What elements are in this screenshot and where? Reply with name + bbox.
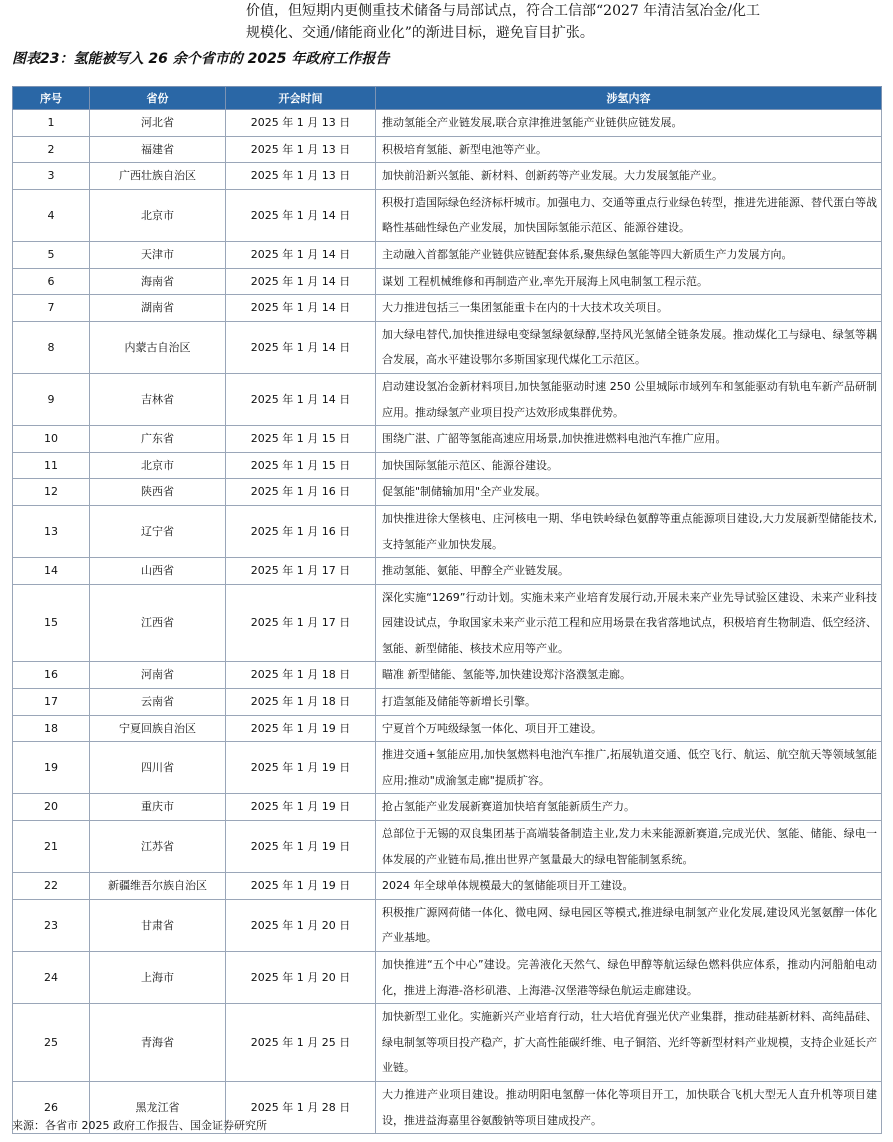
cell-no: 11 [13,452,90,479]
cell-province: 上海市 [90,952,226,1004]
table-row [13,426,882,453]
cell-province: 北京市 [90,189,226,241]
cell-content: 瞄准 新型储能、氢能等,加快建设郑汴洛濮氢走廊。 [376,662,882,689]
table-row [13,321,882,373]
cell-date: 2025 年 1 月 18 日 [226,689,376,716]
table-row [13,110,882,137]
cell-content: 加快前沿新兴氢能、新材料、创新药等产业发展。大力发展氢能产业。 [376,163,882,190]
cell-content: 抢占氢能产业发展新赛道加快培育氢能新质生产力。 [376,794,882,821]
cell-date: 2025 年 1 月 16 日 [226,479,376,506]
cell-no: 5 [13,241,90,268]
cell-date: 2025 年 1 月 28 日 [226,1081,376,1133]
cell-province: 黑龙江省 [90,1081,226,1133]
table-row [13,742,882,794]
table-row [13,952,882,1004]
cell-content: 积极打造国际绿色经济标杆城市。加强电力、交通等重点行业绿色转型，推进先进能源、替代蛋白等战略性基础性绿色产业发展，加快国际氢能示范区、能源谷建设。 [376,189,882,241]
cell-no: 8 [13,321,90,373]
cell-content: 宁夏首个万吨级绿氢一体化、项目开工建设。 [376,715,882,742]
table-row [13,689,882,716]
table-row [13,373,882,425]
cell-no: 18 [13,715,90,742]
cell-province: 四川省 [90,742,226,794]
cell-content: 促氢能"制储输加用"全产业发展。 [376,479,882,506]
cell-province: 陕西省 [90,479,226,506]
cell-date: 2025 年 1 月 14 日 [226,241,376,268]
cell-date: 2025 年 1 月 14 日 [226,321,376,373]
cell-province: 新疆维吾尔族自治区 [90,873,226,900]
cell-content: 积极推广源网荷储一体化、微电网、绿电园区等模式,推进绿电制氢产业化发展,建设风光氢氨醇一体化产业基地。 [376,899,882,951]
cell-province: 重庆市 [90,794,226,821]
cell-date: 2025 年 1 月 15 日 [226,452,376,479]
cell-no: 21 [13,821,90,873]
cell-province: 广西壮族自治区 [90,163,226,190]
intro-line-1: 价值，但短期内更侧重技术储备与局部试点，符合工信部“2027 年清洁氢冶金/化工 [246,3,760,19]
cell-date: 2025 年 1 月 14 日 [226,295,376,322]
table-row [13,268,882,295]
cell-content: 打造氢能及储能等新增长引擎。 [376,689,882,716]
table-row [13,479,882,506]
table-header-row [13,87,882,110]
cell-content: 深化实施“1269”行动计划。实施未来产业培育发展行动,开展未来产业先导试验区建设、未来产业科技园建设试点，争取国家未来产业示范工程和应用场景在我省落地试点，积极培育生物制造、低空经济、氢能、新型储能、核技术应用等产业。 [376,584,882,662]
cell-no: 16 [13,662,90,689]
cell-date: 2025 年 1 月 19 日 [226,715,376,742]
table-row [13,715,882,742]
table-row [13,295,882,322]
cell-province: 海南省 [90,268,226,295]
header-no: 序号 [13,87,90,110]
cell-province: 辽宁省 [90,505,226,557]
cell-date: 2025 年 1 月 20 日 [226,899,376,951]
cell-province: 河北省 [90,110,226,137]
cell-content: 启动建设氢冶金新材料项目,加快氢能驱动时速 250 公里城际市域列车和氢能驱动有轨电车新产品研制应用。推动绿氢产业项目投产达效形成集群优势。 [376,373,882,425]
cell-date: 2025 年 1 月 19 日 [226,821,376,873]
table-row [13,241,882,268]
table-row [13,584,882,662]
cell-content: 大力推进产业项目建设。推动明阳电氢醇一体化等项目开工，加快联合飞机大型无人直升机等项目建设，推进益海嘉里谷氨酸钠等项目建成投产。 [376,1081,882,1133]
table-row [13,899,882,951]
cell-no: 10 [13,426,90,453]
table-row [13,794,882,821]
hydrogen-policy-table [12,86,882,1134]
intro-paragraph [246,0,886,44]
cell-no: 19 [13,742,90,794]
table-row [13,1004,882,1082]
intro-line-2: 规模化、交通/储能商业化”的渐进目标，避免盲目扩张。 [246,25,594,41]
cell-content: 主动融入首都氢能产业链供应链配套体系,聚焦绿色氢能等四大新质生产力发展方向。 [376,241,882,268]
cell-province: 广东省 [90,426,226,453]
cell-province: 福建省 [90,136,226,163]
cell-no: 17 [13,689,90,716]
cell-no: 6 [13,268,90,295]
cell-province: 内蒙古自治区 [90,321,226,373]
figure-title: 图表23：氢能被写入 26 余个省市的 2025 年政府工作报告 [12,51,390,67]
cell-date: 2025 年 1 月 19 日 [226,794,376,821]
cell-date: 2025 年 1 月 19 日 [226,742,376,794]
cell-content: 大力推进包括三一集团氢能重卡在内的十大技术攻关项目。 [376,295,882,322]
cell-content: 加快国际氢能示范区、能源谷建设。 [376,452,882,479]
cell-content: 加快新型工业化。实施新兴产业培育行动，壮大培优育强光伏产业集群，推动硅基新材料、高纯晶硅、绿电制氢等项目投产稳产，扩大高性能碳纤维、电子铜箔、光纤等新型材料产业规模，支持企业延长产业链。 [376,1004,882,1082]
header-content: 涉氢内容 [376,87,882,110]
header-date: 开会时间 [226,87,376,110]
cell-no: 20 [13,794,90,821]
table-row [13,136,882,163]
cell-date: 2025 年 1 月 19 日 [226,873,376,900]
cell-no: 7 [13,295,90,322]
cell-date: 2025 年 1 月 14 日 [226,373,376,425]
cell-date: 2025 年 1 月 14 日 [226,189,376,241]
cell-date: 2025 年 1 月 25 日 [226,1004,376,1082]
cell-content: 围绕广湛、广韶等氢能高速应用场景,加快推进燃料电池汽车推广应用。 [376,426,882,453]
table-row [13,821,882,873]
cell-date: 2025 年 1 月 20 日 [226,952,376,1004]
cell-province: 青海省 [90,1004,226,1082]
cell-province: 甘肃省 [90,899,226,951]
table-row [13,558,882,585]
cell-content: 加快推进“五个中心”建设。完善液化天然气、绿色甲醇等航运绿色燃料供应体系，推动内河船舶电动化，推进上海港-洛杉矶港、上海港-汉堡港等绿色航运走廊建设。 [376,952,882,1004]
cell-province: 北京市 [90,452,226,479]
cell-date: 2025 年 1 月 13 日 [226,136,376,163]
cell-no: 4 [13,189,90,241]
table-row [13,452,882,479]
cell-content: 推进交通+氢能应用,加快氢燃料电池汽车推广,拓展轨道交通、低空飞行、航运、航空航天等领域氢能应用;推动"成渝氢走廊"提质扩容。 [376,742,882,794]
cell-province: 天津市 [90,241,226,268]
table-row [13,873,882,900]
cell-date: 2025 年 1 月 15 日 [226,426,376,453]
cell-province: 湖南省 [90,295,226,322]
cell-content: 加快推进徐大堡核电、庄河核电一期、华电铁岭绿色氨醇等重点能源项目建设,大力发展新型储能技术,支持氢能产业加快发展。 [376,505,882,557]
cell-province: 江西省 [90,584,226,662]
cell-content: 积极培育氢能、新型电池等产业。 [376,136,882,163]
cell-province: 吉林省 [90,373,226,425]
table-row [13,189,882,241]
cell-date: 2025 年 1 月 13 日 [226,163,376,190]
cell-no: 13 [13,505,90,557]
cell-content: 2024 年全球单体规模最大的氢储能项目开工建设。 [376,873,882,900]
cell-no: 23 [13,899,90,951]
cell-content: 推动氢能全产业链发展,联合京津推进氢能产业链供应链发展。 [376,110,882,137]
cell-no: 22 [13,873,90,900]
cell-province: 河南省 [90,662,226,689]
cell-province: 云南省 [90,689,226,716]
cell-no: 26 [13,1081,90,1133]
cell-content: 总部位于无锡的双良集团基于高端装备制造主业,发力未来能源新赛道,完成光伏、氢能、储能、绿电一体发展的产业链布局,推出世界产氢量最大的绿电智能制氢系统。 [376,821,882,873]
cell-no: 3 [13,163,90,190]
cell-no: 9 [13,373,90,425]
cell-no: 14 [13,558,90,585]
cell-no: 15 [13,584,90,662]
cell-date: 2025 年 1 月 13 日 [226,110,376,137]
cell-date: 2025 年 1 月 17 日 [226,558,376,585]
cell-no: 2 [13,136,90,163]
cell-no: 24 [13,952,90,1004]
header-province: 省份 [90,87,226,110]
cell-date: 2025 年 1 月 18 日 [226,662,376,689]
cell-content: 加大绿电替代,加快推进绿电变绿氢绿氨绿醇,坚持风光氢储全链条发展。推动煤化工与绿电、绿氢等耦合发展，高水平建设鄂尔多斯国家现代煤化工示范区。 [376,321,882,373]
cell-province: 山西省 [90,558,226,585]
cell-date: 2025 年 1 月 16 日 [226,505,376,557]
cell-no: 1 [13,110,90,137]
cell-content: 推动氢能、氨能、甲醇全产业链发展。 [376,558,882,585]
cell-no: 12 [13,479,90,506]
cell-date: 2025 年 1 月 14 日 [226,268,376,295]
table-row [13,163,882,190]
cell-date: 2025 年 1 月 17 日 [226,584,376,662]
cell-province: 江苏省 [90,821,226,873]
cell-province: 宁夏回族自治区 [90,715,226,742]
cell-no: 25 [13,1004,90,1082]
table-row [13,505,882,557]
table-row [13,662,882,689]
source-note: 来源：各省市 2025 政府工作报告、国金证券研究所 [12,1119,267,1132]
cell-content: 谋划 工程机械维修和再制造产业,率先开展海上风电制氢工程示范。 [376,268,882,295]
